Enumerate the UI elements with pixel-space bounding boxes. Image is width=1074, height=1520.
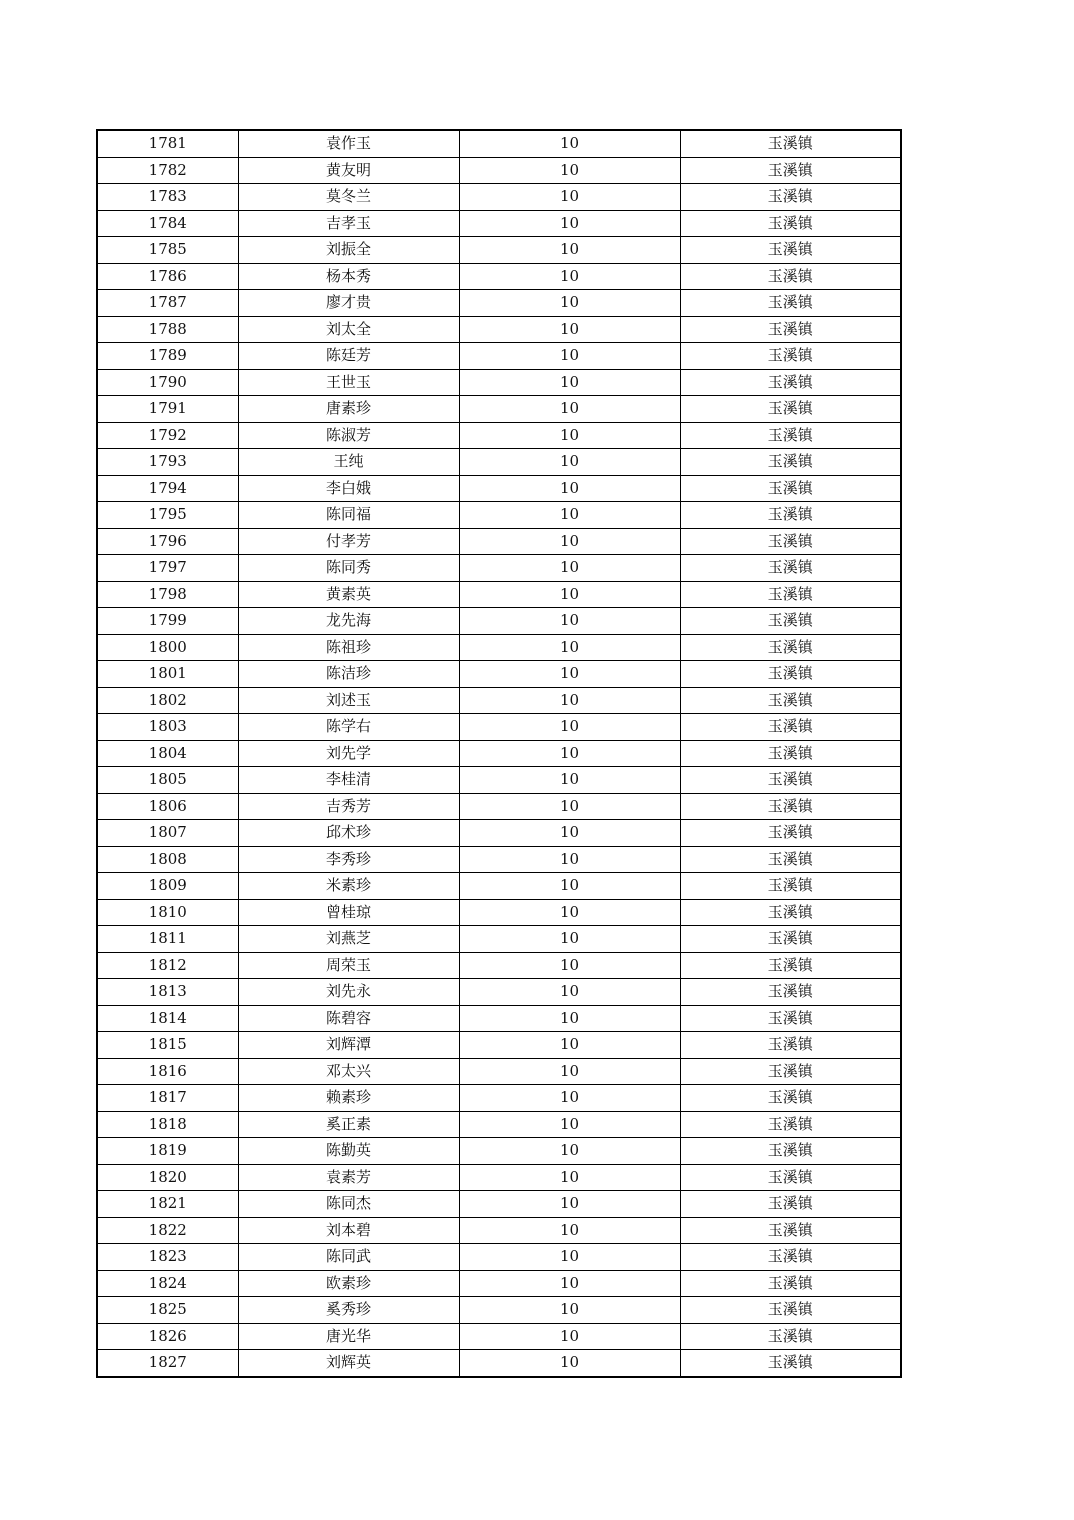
name-cell: 廖才贵 — [238, 290, 459, 317]
name-cell: 莫冬兰 — [238, 184, 459, 211]
town-cell: 玉溪镇 — [680, 820, 901, 847]
town-cell: 玉溪镇 — [680, 343, 901, 370]
amount-cell: 10 — [459, 608, 680, 635]
town-cell: 玉溪镇 — [680, 1058, 901, 1085]
amount-cell: 10 — [459, 1085, 680, 1112]
table-row — [97, 740, 901, 767]
town-cell: 玉溪镇 — [680, 661, 901, 688]
name-cell: 陈淑芳 — [238, 422, 459, 449]
row-number-cell: 1826 — [97, 1323, 238, 1350]
row-number-cell: 1796 — [97, 528, 238, 555]
town-cell: 玉溪镇 — [680, 740, 901, 767]
amount-cell: 10 — [459, 740, 680, 767]
amount-cell: 10 — [459, 687, 680, 714]
town-cell: 玉溪镇 — [680, 581, 901, 608]
town-cell: 玉溪镇 — [680, 1164, 901, 1191]
table-row — [97, 608, 901, 635]
table-row — [97, 1111, 901, 1138]
amount-cell: 10 — [459, 581, 680, 608]
table-row — [97, 820, 901, 847]
amount-cell: 10 — [459, 952, 680, 979]
town-cell: 玉溪镇 — [680, 1111, 901, 1138]
name-cell: 付孝芳 — [238, 528, 459, 555]
amount-cell: 10 — [459, 846, 680, 873]
name-cell: 杨本秀 — [238, 263, 459, 290]
town-cell: 玉溪镇 — [680, 1191, 901, 1218]
amount-cell: 10 — [459, 1270, 680, 1297]
name-cell: 陈同武 — [238, 1244, 459, 1271]
town-cell: 玉溪镇 — [680, 130, 901, 157]
name-cell: 李白娥 — [238, 475, 459, 502]
town-cell: 玉溪镇 — [680, 767, 901, 794]
town-cell: 玉溪镇 — [680, 608, 901, 635]
amount-cell: 10 — [459, 316, 680, 343]
town-cell: 玉溪镇 — [680, 1323, 901, 1350]
town-cell: 玉溪镇 — [680, 290, 901, 317]
table-row — [97, 1191, 901, 1218]
amount-cell: 10 — [459, 714, 680, 741]
amount-cell: 10 — [459, 634, 680, 661]
table-row — [97, 1164, 901, 1191]
table-row — [97, 1350, 901, 1377]
name-cell: 李桂清 — [238, 767, 459, 794]
name-cell: 陈学右 — [238, 714, 459, 741]
row-number-cell: 1798 — [97, 581, 238, 608]
amount-cell: 10 — [459, 1032, 680, 1059]
name-cell: 唐光华 — [238, 1323, 459, 1350]
amount-cell: 10 — [459, 793, 680, 820]
name-cell: 袁作玉 — [238, 130, 459, 157]
town-cell: 玉溪镇 — [680, 422, 901, 449]
town-cell: 玉溪镇 — [680, 926, 901, 953]
town-cell: 玉溪镇 — [680, 502, 901, 529]
town-cell: 玉溪镇 — [680, 1297, 901, 1324]
row-number-cell: 1805 — [97, 767, 238, 794]
name-cell: 唐素珍 — [238, 396, 459, 423]
town-cell: 玉溪镇 — [680, 793, 901, 820]
table-row — [97, 396, 901, 423]
row-number-cell: 1789 — [97, 343, 238, 370]
data-table — [96, 129, 902, 1378]
table-row — [97, 290, 901, 317]
row-number-cell: 1811 — [97, 926, 238, 953]
amount-cell: 10 — [459, 237, 680, 264]
town-cell: 玉溪镇 — [680, 634, 901, 661]
row-number-cell: 1809 — [97, 873, 238, 900]
row-number-cell: 1814 — [97, 1005, 238, 1032]
row-number-cell: 1823 — [97, 1244, 238, 1271]
table-row — [97, 263, 901, 290]
table-row — [97, 793, 901, 820]
town-cell: 玉溪镇 — [680, 396, 901, 423]
row-number-cell: 1794 — [97, 475, 238, 502]
row-number-cell: 1819 — [97, 1138, 238, 1165]
town-cell: 玉溪镇 — [680, 475, 901, 502]
name-cell: 邓太兴 — [238, 1058, 459, 1085]
amount-cell: 10 — [459, 396, 680, 423]
amount-cell: 10 — [459, 1111, 680, 1138]
row-number-cell: 1827 — [97, 1350, 238, 1377]
table-row — [97, 767, 901, 794]
amount-cell: 10 — [459, 369, 680, 396]
name-cell: 刘辉潭 — [238, 1032, 459, 1059]
table-row — [97, 157, 901, 184]
row-number-cell: 1820 — [97, 1164, 238, 1191]
row-number-cell: 1817 — [97, 1085, 238, 1112]
table-row — [97, 1085, 901, 1112]
name-cell: 王纯 — [238, 449, 459, 476]
name-cell: 陈同秀 — [238, 555, 459, 582]
amount-cell: 10 — [459, 1350, 680, 1377]
table-row — [97, 1323, 901, 1350]
name-cell: 陈同福 — [238, 502, 459, 529]
row-number-cell: 1788 — [97, 316, 238, 343]
amount-cell: 10 — [459, 528, 680, 555]
row-number-cell: 1822 — [97, 1217, 238, 1244]
name-cell: 刘振全 — [238, 237, 459, 264]
table-row — [97, 449, 901, 476]
amount-cell: 10 — [459, 873, 680, 900]
table-row — [97, 1032, 901, 1059]
amount-cell: 10 — [459, 157, 680, 184]
name-cell: 赖素珍 — [238, 1085, 459, 1112]
amount-cell: 10 — [459, 502, 680, 529]
town-cell: 玉溪镇 — [680, 952, 901, 979]
town-cell: 玉溪镇 — [680, 714, 901, 741]
name-cell: 奚正素 — [238, 1111, 459, 1138]
table-row — [97, 714, 901, 741]
name-cell: 陈祖珍 — [238, 634, 459, 661]
town-cell: 玉溪镇 — [680, 873, 901, 900]
town-cell: 玉溪镇 — [680, 528, 901, 555]
row-number-cell: 1795 — [97, 502, 238, 529]
table-row — [97, 1217, 901, 1244]
table-row — [97, 528, 901, 555]
name-cell: 刘本碧 — [238, 1217, 459, 1244]
row-number-cell: 1797 — [97, 555, 238, 582]
table-row — [97, 661, 901, 688]
row-number-cell: 1803 — [97, 714, 238, 741]
name-cell: 刘述玉 — [238, 687, 459, 714]
amount-cell: 10 — [459, 820, 680, 847]
table-row — [97, 343, 901, 370]
table-row — [97, 1138, 901, 1165]
row-number-cell: 1792 — [97, 422, 238, 449]
row-number-cell: 1821 — [97, 1191, 238, 1218]
table-body — [97, 130, 901, 1377]
amount-cell: 10 — [459, 1217, 680, 1244]
table-row — [97, 369, 901, 396]
town-cell: 玉溪镇 — [680, 1032, 901, 1059]
table-row — [97, 237, 901, 264]
town-cell: 玉溪镇 — [680, 555, 901, 582]
row-number-cell: 1812 — [97, 952, 238, 979]
row-number-cell: 1816 — [97, 1058, 238, 1085]
amount-cell: 10 — [459, 449, 680, 476]
town-cell: 玉溪镇 — [680, 979, 901, 1006]
row-number-cell: 1800 — [97, 634, 238, 661]
row-number-cell: 1787 — [97, 290, 238, 317]
town-cell: 玉溪镇 — [680, 449, 901, 476]
town-cell: 玉溪镇 — [680, 846, 901, 873]
row-number-cell: 1808 — [97, 846, 238, 873]
name-cell: 刘辉英 — [238, 1350, 459, 1377]
row-number-cell: 1813 — [97, 979, 238, 1006]
table-row — [97, 1058, 901, 1085]
name-cell: 吉秀芳 — [238, 793, 459, 820]
row-number-cell: 1785 — [97, 237, 238, 264]
name-cell: 吉孝玉 — [238, 210, 459, 237]
amount-cell: 10 — [459, 926, 680, 953]
table-row — [97, 210, 901, 237]
row-number-cell: 1810 — [97, 899, 238, 926]
table-row — [97, 422, 901, 449]
table-row — [97, 1297, 901, 1324]
row-number-cell: 1784 — [97, 210, 238, 237]
name-cell: 王世玉 — [238, 369, 459, 396]
name-cell: 奚秀珍 — [238, 1297, 459, 1324]
town-cell: 玉溪镇 — [680, 237, 901, 264]
name-cell: 刘燕芝 — [238, 926, 459, 953]
amount-cell: 10 — [459, 343, 680, 370]
town-cell: 玉溪镇 — [680, 1244, 901, 1271]
name-cell: 陈廷芳 — [238, 343, 459, 370]
table-row — [97, 952, 901, 979]
name-cell: 陈洁珍 — [238, 661, 459, 688]
table-row — [97, 555, 901, 582]
town-cell: 玉溪镇 — [680, 899, 901, 926]
name-cell: 龙先海 — [238, 608, 459, 635]
table-row — [97, 926, 901, 953]
amount-cell: 10 — [459, 1164, 680, 1191]
table-row — [97, 1005, 901, 1032]
name-cell: 邱术珍 — [238, 820, 459, 847]
town-cell: 玉溪镇 — [680, 157, 901, 184]
name-cell: 黄友明 — [238, 157, 459, 184]
table-row — [97, 1244, 901, 1271]
row-number-cell: 1781 — [97, 130, 238, 157]
name-cell: 周荣玉 — [238, 952, 459, 979]
row-number-cell: 1824 — [97, 1270, 238, 1297]
amount-cell: 10 — [459, 263, 680, 290]
amount-cell: 10 — [459, 661, 680, 688]
amount-cell: 10 — [459, 130, 680, 157]
name-cell: 李秀珍 — [238, 846, 459, 873]
row-number-cell: 1786 — [97, 263, 238, 290]
table-row — [97, 846, 901, 873]
name-cell: 袁素芳 — [238, 1164, 459, 1191]
row-number-cell: 1802 — [97, 687, 238, 714]
name-cell: 刘先永 — [238, 979, 459, 1006]
name-cell: 刘先学 — [238, 740, 459, 767]
table-row — [97, 1270, 901, 1297]
row-number-cell: 1804 — [97, 740, 238, 767]
name-cell: 曾桂琼 — [238, 899, 459, 926]
name-cell: 黄素英 — [238, 581, 459, 608]
town-cell: 玉溪镇 — [680, 1270, 901, 1297]
amount-cell: 10 — [459, 475, 680, 502]
town-cell: 玉溪镇 — [680, 1085, 901, 1112]
amount-cell: 10 — [459, 1191, 680, 1218]
name-cell: 欧素珍 — [238, 1270, 459, 1297]
table-row — [97, 184, 901, 211]
row-number-cell: 1782 — [97, 157, 238, 184]
table-row — [97, 979, 901, 1006]
amount-cell: 10 — [459, 1005, 680, 1032]
amount-cell: 10 — [459, 1058, 680, 1085]
row-number-cell: 1806 — [97, 793, 238, 820]
table-row — [97, 873, 901, 900]
amount-cell: 10 — [459, 422, 680, 449]
name-cell: 刘太全 — [238, 316, 459, 343]
name-cell: 陈碧容 — [238, 1005, 459, 1032]
table-row — [97, 475, 901, 502]
name-cell: 陈勤英 — [238, 1138, 459, 1165]
table-row — [97, 899, 901, 926]
row-number-cell: 1807 — [97, 820, 238, 847]
town-cell: 玉溪镇 — [680, 1350, 901, 1377]
row-number-cell: 1815 — [97, 1032, 238, 1059]
amount-cell: 10 — [459, 184, 680, 211]
amount-cell: 10 — [459, 1323, 680, 1350]
row-number-cell: 1818 — [97, 1111, 238, 1138]
row-number-cell: 1799 — [97, 608, 238, 635]
table-row — [97, 634, 901, 661]
town-cell: 玉溪镇 — [680, 316, 901, 343]
table-row — [97, 130, 901, 157]
town-cell: 玉溪镇 — [680, 184, 901, 211]
town-cell: 玉溪镇 — [680, 1217, 901, 1244]
amount-cell: 10 — [459, 979, 680, 1006]
town-cell: 玉溪镇 — [680, 687, 901, 714]
name-cell: 米素珍 — [238, 873, 459, 900]
town-cell: 玉溪镇 — [680, 210, 901, 237]
amount-cell: 10 — [459, 899, 680, 926]
town-cell: 玉溪镇 — [680, 1138, 901, 1165]
town-cell: 玉溪镇 — [680, 369, 901, 396]
row-number-cell: 1791 — [97, 396, 238, 423]
table-row — [97, 316, 901, 343]
amount-cell: 10 — [459, 767, 680, 794]
table-row — [97, 687, 901, 714]
amount-cell: 10 — [459, 555, 680, 582]
amount-cell: 10 — [459, 210, 680, 237]
row-number-cell: 1790 — [97, 369, 238, 396]
town-cell: 玉溪镇 — [680, 263, 901, 290]
amount-cell: 10 — [459, 1297, 680, 1324]
row-number-cell: 1801 — [97, 661, 238, 688]
table-row — [97, 502, 901, 529]
row-number-cell: 1793 — [97, 449, 238, 476]
name-cell: 陈同杰 — [238, 1191, 459, 1218]
amount-cell: 10 — [459, 1244, 680, 1271]
row-number-cell: 1783 — [97, 184, 238, 211]
amount-cell: 10 — [459, 290, 680, 317]
table-row — [97, 581, 901, 608]
row-number-cell: 1825 — [97, 1297, 238, 1324]
amount-cell: 10 — [459, 1138, 680, 1165]
town-cell: 玉溪镇 — [680, 1005, 901, 1032]
